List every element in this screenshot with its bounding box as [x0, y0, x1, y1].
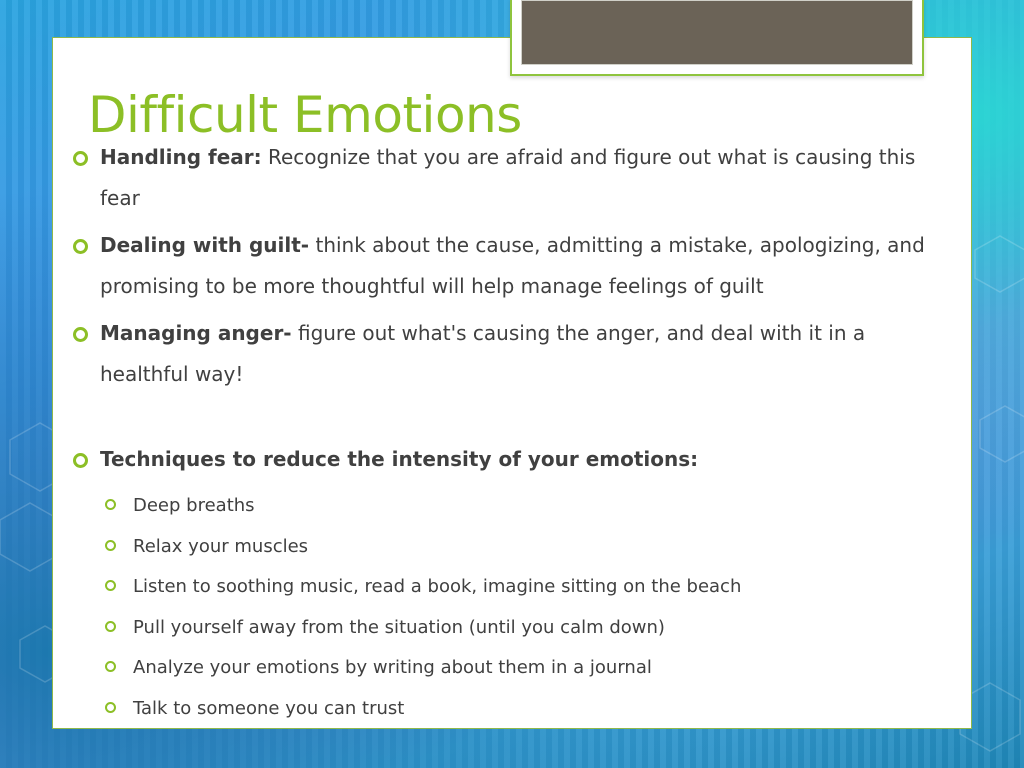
bullet-lead: Handling fear: [100, 145, 262, 169]
bullet-lead: Managing anger- [100, 321, 292, 345]
sub-bullet-item [70, 648, 950, 689]
sub-bullet-item [70, 567, 950, 608]
sub-bullet-item [70, 689, 950, 730]
ring-bullet-icon [105, 621, 116, 632]
bullet-list [70, 137, 950, 729]
sub-bullet-item [70, 608, 950, 649]
header-photo-frame [510, 0, 924, 76]
sub-bullet-text: Talk to someone you can trust [133, 697, 405, 719]
bullet-text: think about the cause, admitting a mistake, apologizing, and promising to be more thoughtful will help manage feelings of guilt [100, 233, 925, 298]
bullet-techniques-heading [70, 439, 950, 480]
sub-bullet-item [70, 486, 950, 527]
ring-bullet-icon [105, 540, 116, 551]
bullet-text: figure out what's causing the anger, and deal with it in a healthful way! [100, 321, 866, 386]
sub-bullet-text: Listen to soothing music, read a book, imagine sitting on the beach [133, 576, 742, 597]
sub-bullet-text: Deep breaths [133, 495, 255, 516]
bullet-lead: Techniques to reduce the intensity of your emotions: [100, 447, 699, 471]
bullet-dealing-with-guilt [70, 225, 950, 307]
sub-bullet-text: Pull yourself away from the situation (until you calm down) [133, 616, 665, 638]
bullet-text: Recognize that you are afraid and figure out what is causing this fear [100, 145, 916, 210]
slide-title: Difficult Emotions [88, 86, 522, 144]
sub-bullet-text: Relax your muscles [133, 535, 309, 557]
ring-bullet-icon [105, 702, 116, 713]
ring-bullet-icon [105, 661, 116, 672]
sub-bullet-text: Analyze your emotions by writing about them in a journal [133, 657, 652, 678]
header-photo [521, 0, 913, 65]
bullet-managing-anger [70, 313, 950, 395]
sub-bullet-item [70, 527, 950, 568]
ring-bullet-icon [73, 151, 88, 166]
ring-bullet-icon [105, 580, 116, 591]
ring-bullet-icon [73, 453, 88, 468]
ring-bullet-icon [73, 327, 88, 342]
ring-bullet-icon [105, 499, 116, 510]
ring-bullet-icon [73, 239, 88, 254]
bullet-lead: Dealing with guilt- [100, 233, 310, 257]
bullet-handling-fear [70, 137, 950, 219]
